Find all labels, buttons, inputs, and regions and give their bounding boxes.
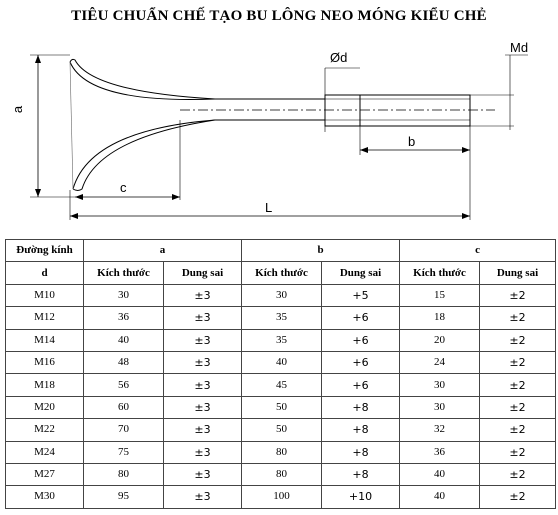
cell-b: 35: [242, 307, 322, 329]
header-a-size: Kích thước: [84, 262, 164, 284]
cell-c: 20: [400, 329, 480, 351]
cell-b: 80: [242, 441, 322, 463]
cell-a-tol: ±3: [164, 329, 242, 351]
header-c-tol: Dung sai: [480, 262, 556, 284]
cell-b-tol: +5: [322, 284, 400, 306]
table-row: [6, 486, 556, 508]
bolt-head-outline: [70, 59, 325, 99]
cell-a-tol: ±3: [164, 351, 242, 373]
cell-a: 30: [84, 284, 164, 306]
cell-c-tol: ±2: [480, 329, 556, 351]
cell-d: M22: [6, 419, 84, 441]
cell-c: 40: [400, 463, 480, 485]
cell-b-tol: +6: [322, 374, 400, 396]
cell-c-tol: ±2: [480, 396, 556, 418]
cell-a: 60: [84, 396, 164, 418]
cell-a-tol: ±3: [164, 307, 242, 329]
cell-c: 36: [400, 441, 480, 463]
cell-b-tol: +6: [322, 351, 400, 373]
table-row: [6, 419, 556, 441]
cell-a-tol: ±3: [164, 486, 242, 508]
dim-label-a: a: [10, 105, 26, 114]
dim-label-diameter: Ød: [330, 50, 348, 65]
header-a: a: [84, 240, 242, 262]
cell-c-tol: ±2: [480, 284, 556, 306]
table-row: [6, 463, 556, 485]
dim-label-c: c: [120, 180, 127, 195]
page-title: TIÊU CHUẨN CHẾ TẠO BU LÔNG NEO MÓNG KIỂU CHẺ: [71, 8, 487, 24]
cell-d: M27: [6, 463, 84, 485]
cell-c-tol: ±2: [480, 463, 556, 485]
header-c-size: Kích thước: [400, 262, 480, 284]
cell-d: M18: [6, 374, 84, 396]
cell-c: 15: [400, 284, 480, 306]
cell-a-tol: ±3: [164, 463, 242, 485]
cell-c: 40: [400, 486, 480, 508]
cell-c-tol: ±2: [480, 351, 556, 373]
cell-b: 30: [242, 284, 322, 306]
cell-b: 50: [242, 396, 322, 418]
table-row: [6, 307, 556, 329]
table-row: [6, 441, 556, 463]
cell-c: 18: [400, 307, 480, 329]
header-b: b: [242, 240, 400, 262]
header-d: d: [6, 262, 84, 284]
cell-a: 75: [84, 441, 164, 463]
cell-c-tol: ±2: [480, 374, 556, 396]
cell-a-tol: ±3: [164, 374, 242, 396]
cell-d: M30: [6, 486, 84, 508]
cell-b-tol: +8: [322, 463, 400, 485]
cell-c: 24: [400, 351, 480, 373]
cell-b: 40: [242, 351, 322, 373]
cell-d: M12: [6, 307, 84, 329]
cell-a: 80: [84, 463, 164, 485]
cell-d: M24: [6, 441, 84, 463]
cell-b-tol: +8: [322, 396, 400, 418]
table-row: [6, 396, 556, 418]
table-row: [6, 374, 556, 396]
cell-c: 30: [400, 396, 480, 418]
cell-a: 95: [84, 486, 164, 508]
header-c: c: [400, 240, 556, 262]
cell-b-tol: +6: [322, 307, 400, 329]
table-row: [6, 351, 556, 373]
cell-d: M10: [6, 284, 84, 306]
cell-a-tol: ±3: [164, 441, 242, 463]
cell-b-tol: +8: [322, 419, 400, 441]
cell-b: 50: [242, 419, 322, 441]
cell-a-tol: ±3: [164, 396, 242, 418]
cell-a: 70: [84, 419, 164, 441]
threaded-section: [325, 95, 470, 126]
header-b-tol: Dung sai: [322, 262, 400, 284]
cell-a: 48: [84, 351, 164, 373]
cell-b: 80: [242, 463, 322, 485]
cell-b: 45: [242, 374, 322, 396]
header-b-size: Kích thước: [242, 262, 322, 284]
cell-b-tol: +10: [322, 486, 400, 508]
cell-b: 35: [242, 329, 322, 351]
table-group-header-row: [6, 240, 556, 262]
dim-label-l: L: [265, 200, 273, 215]
cell-b-tol: +6: [322, 329, 400, 351]
spec-table: [5, 239, 556, 509]
dim-label-b: b: [408, 134, 416, 149]
cell-a-tol: ±3: [164, 419, 242, 441]
cell-d: M14: [6, 329, 84, 351]
header-diameter: Đường kính: [6, 240, 84, 262]
cell-b: 100: [242, 486, 322, 508]
cell-c: 30: [400, 374, 480, 396]
cell-a: 56: [84, 374, 164, 396]
table-sub-header-row: [6, 262, 556, 284]
cell-c-tol: ±2: [480, 419, 556, 441]
cell-d: M20: [6, 396, 84, 418]
cell-c-tol: ±2: [480, 441, 556, 463]
cell-c: 32: [400, 419, 480, 441]
table-row: [6, 329, 556, 351]
cell-a: 36: [84, 307, 164, 329]
cell-a-tol: ±3: [164, 284, 242, 306]
cell-b-tol: +8: [322, 441, 400, 463]
cell-a: 40: [84, 329, 164, 351]
cell-d: M16: [6, 351, 84, 373]
anchor-bolt-drawing: [0, 28, 558, 240]
cell-c-tol: ±2: [480, 307, 556, 329]
header-a-tol: Dung sai: [164, 262, 242, 284]
cell-c-tol: ±2: [480, 486, 556, 508]
dim-label-md: Md: [510, 40, 529, 55]
table-row: [6, 284, 556, 306]
